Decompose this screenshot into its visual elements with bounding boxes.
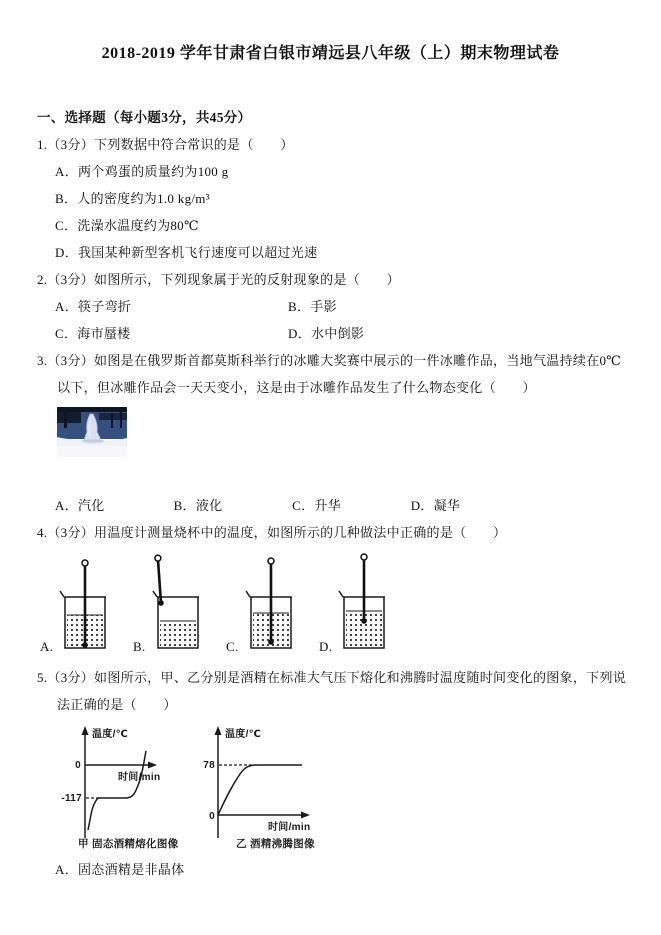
page-title: 2018-2019 学年甘肃省白银市靖远县八年级（上）期末物理试卷: [101, 45, 560, 62]
diagram-label-d: D.: [319, 639, 333, 654]
thermometer-diagram-c: [226, 553, 319, 654]
question-2-option-a: A．筷子弯折: [55, 299, 132, 314]
question-1-option-d: D．我国某种新型客机飞行速度可以超过光速: [55, 245, 318, 260]
question-5: [37, 664, 633, 883]
question-3-options: [55, 492, 633, 519]
thermometer-bulb-in-liquid-icon: [319, 553, 412, 654]
ice-sculpture-photo: [57, 407, 127, 457]
question-1-option-b: B．人的密度约为1.0 kg/m³: [55, 191, 210, 206]
question-1-stem: 1.（3分）下列数据中符合常识的是（ ）: [37, 137, 294, 152]
question-3-option-d: D．凝华: [410, 498, 461, 513]
question-1-option-a: A．两个鸡蛋的质量约为100 g: [55, 164, 229, 179]
yi-y-axis-label: 温度/℃: [225, 729, 262, 740]
thermometer-bulb-near-bottom-icon: [226, 553, 319, 654]
jia-caption: 甲 固态酒精熔化图像: [78, 838, 179, 850]
question-2-option-b: B．手影: [288, 299, 337, 314]
question-2-stem: 2.（3分）如图所示，下列现象属于光的反射现象的是（ ）: [37, 272, 400, 287]
question-3: [37, 347, 633, 519]
section-heading: 一、选择题（每小题3分，共45分）: [37, 110, 252, 125]
diagram-label-c: C.: [226, 639, 239, 654]
question-1-option-c: C．洗澡水温度约为80℃: [55, 218, 199, 233]
question-4: [37, 519, 633, 654]
question-5-graphs: [37, 718, 633, 850]
question-5-stem: 5.（3分）如图所示，甲、乙分别是酒精在标准大气压下熔化和沸腾时温度随时间变化的图象，下列说法正确的是（ ）: [37, 670, 627, 712]
thermometer-diagram-d: [319, 553, 412, 654]
yi-zero-label: 0: [209, 811, 215, 822]
diagram-label-b: B.: [133, 639, 146, 654]
jia-melt-temp-label: -117: [61, 793, 82, 804]
thermometer-bulb-touching-bottom-icon: [40, 553, 133, 654]
question-2-option-d: D．水中倒影: [288, 326, 365, 341]
jia-y-axis-label: 温度/℃: [92, 729, 129, 740]
question-1: [37, 131, 633, 266]
yi-boil-temp-label: 78: [203, 760, 215, 771]
question-2-options: [55, 293, 633, 347]
thermometer-diagram-b: [133, 553, 226, 654]
boiling-curve-graph: [200, 720, 340, 850]
thermometer-bulb-above-liquid-icon: [133, 553, 226, 654]
yi-x-axis-label: 时间/min: [268, 822, 311, 833]
question-3-option-a: A．汽化: [55, 498, 105, 513]
thermometer-diagrams: [37, 553, 633, 654]
question-3-stem: 3.（3分）如图是在俄罗斯首都莫斯科举行的冰雕大奖赛中展示的一件冰雕作品，当地气温持续在0℃以下，但冰雕作品会一天天变小，这是由于冰雕作品发生了什么物态变化（ ）: [37, 353, 622, 395]
thermometer-diagram-a: [40, 553, 133, 654]
melting-curve-graph: [60, 720, 210, 850]
jia-zero-label: 0: [75, 760, 81, 771]
diagram-label-a: A.: [40, 639, 54, 654]
question-5-option-a: A．固态酒精是非晶体: [55, 862, 185, 877]
yi-caption: 乙 酒精沸腾图像: [236, 838, 315, 850]
question-4-stem: 4.（3分）用温度计测量烧杯中的温度，如图所示的几种做法中正确的是（ ）: [37, 525, 507, 540]
question-2-option-c: C．海市蜃楼: [55, 326, 131, 341]
jia-x-axis-label: 时间/min: [118, 772, 161, 783]
question-2: [37, 266, 633, 347]
question-3-option-c: C．升华: [292, 498, 341, 513]
question-3-option-b: B．液化: [173, 498, 223, 513]
